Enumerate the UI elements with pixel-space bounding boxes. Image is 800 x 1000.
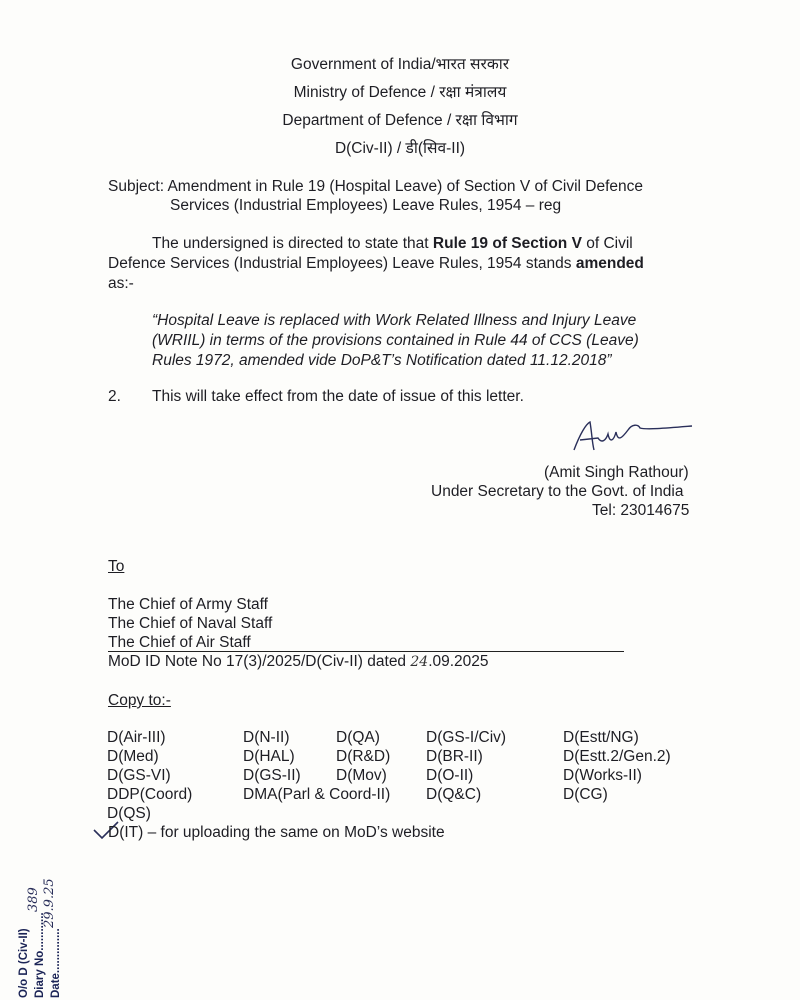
id-note	[108, 653, 489, 671]
signatory-designation: Under Secretary to the Govt. of India	[431, 483, 684, 500]
para1-amended: amended	[575, 255, 644, 272]
signatory-name: (Amit Singh Rathour)	[544, 464, 689, 481]
para1-text: The undersigned is directed to state that	[152, 235, 433, 252]
stamp-office: O/o D (Civ-II)	[18, 928, 30, 998]
copy-item: D(Estt.2/Gen.2)	[563, 748, 671, 765]
copy-item: DDP(Coord)	[107, 786, 193, 803]
to-army: The Chief of Army Staff	[108, 596, 268, 613]
copy-item: D(Q&C)	[426, 786, 482, 803]
copy-item: D(O-II)	[426, 767, 474, 784]
copy-item: D(Med)	[107, 748, 159, 765]
copy-item: D(CG)	[563, 786, 608, 803]
subject-line2: Services (Industrial Employees) Leave Rules, 1954 – reg	[170, 197, 562, 214]
copy-item: D(Air-III)	[107, 729, 166, 746]
stamp-date-label: Date..............	[50, 928, 62, 998]
to-label: To	[108, 558, 125, 575]
copy-item: D(R&D)	[336, 748, 391, 765]
signatory-tel: Tel: 23014675	[592, 502, 690, 519]
quote-line2: (WRIIL) in terms of the provisions contained in Rule 44 of CCS (Leave)	[152, 332, 639, 349]
copy-item: D(GS-I/Civ)	[426, 729, 507, 746]
copy-item: D(QS)	[107, 805, 151, 822]
id-note-suffix: .09.2025	[428, 653, 489, 670]
copy-item: D(QA)	[336, 729, 380, 746]
to-air: The Chief of Air Staff	[108, 634, 251, 651]
id-note-day: 24	[410, 654, 429, 670]
copy-it-line: D(IT) – for uploading the same on MoD’s website	[108, 824, 445, 841]
to-navy: The Chief of Naval Staff	[108, 615, 273, 632]
stamp-date-value: 29.9.25	[42, 878, 57, 928]
para1-line2	[108, 255, 644, 273]
copy-item: D(GS-II)	[243, 767, 301, 784]
copy-item: DMA(Parl & Coord-II)	[243, 786, 391, 803]
header-govt: Government of India/भारत सरकार	[290, 56, 510, 73]
copy-item: D(Estt/NG)	[563, 729, 639, 746]
signature-mark	[568, 416, 698, 456]
subject-line1: Subject: Amendment in Rule 19 (Hospital Leave) of Section V of Civil Defence	[108, 178, 644, 195]
para1-line3: as:-	[108, 275, 134, 292]
quote-line1: “Hospital Leave is replaced with Work Related Illness and Injury Leave	[152, 312, 637, 329]
copy-item: D(Mov)	[336, 767, 387, 784]
copy-item: D(BR-II)	[426, 748, 483, 765]
copy-item: D(Works-II)	[563, 767, 642, 784]
copy-item: D(N-II)	[243, 729, 290, 746]
divider-line	[108, 651, 624, 652]
para1-line1	[152, 235, 633, 253]
diary-stamp	[0, 832, 82, 998]
para1-text-end: of Civil	[581, 235, 633, 252]
copy-item: D(HAL)	[243, 748, 295, 765]
para2-text: This will take effect from the date of issue of this letter.	[152, 388, 524, 405]
header-department: Department of Defence / रक्षा विभाग	[282, 112, 518, 129]
copy-item: D(GS-VI)	[107, 767, 171, 784]
para1-rule: Rule 19 of Section V	[432, 235, 582, 252]
para1-text2: Defence Services (Industrial Employees) Leave Rules, 1954 stands	[108, 255, 576, 272]
header-section: D(Civ-II) / डी(सिव-II)	[334, 140, 466, 157]
stamp-diary-label: Diary No............	[34, 912, 46, 998]
header-ministry: Ministry of Defence / रक्षा मंत्रालय	[293, 84, 507, 101]
para2-number: 2.	[108, 388, 121, 405]
id-note-prefix: MoD ID Note No 17(3)/2025/D(Civ-II) dated	[108, 653, 411, 670]
stamp-diary-number: 389	[26, 887, 41, 912]
quote-line3: Rules 1972, amended vide DoP&T’s Notification dated 11.12.2018”	[152, 352, 612, 369]
copy-to-label: Copy to:-	[108, 692, 171, 709]
